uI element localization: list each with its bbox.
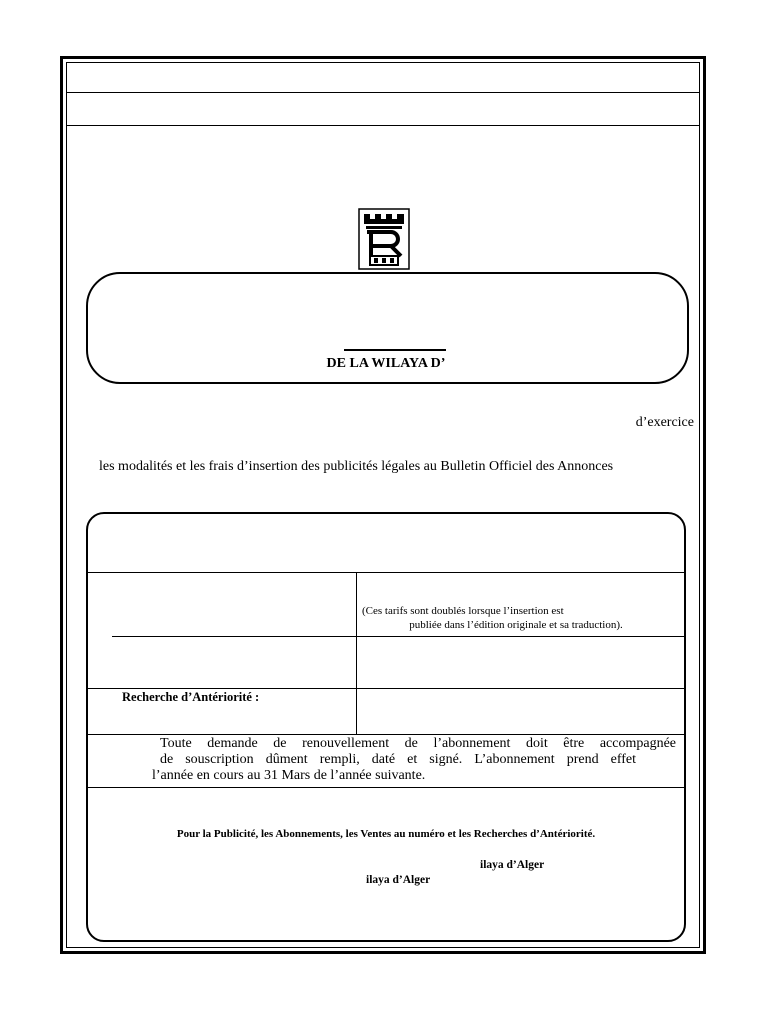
title-underline	[344, 349, 446, 351]
tariff-note-line1: (Ces tarifs sont doublés lorsque l’insertion est	[362, 605, 564, 617]
address-line2: ilaya d’Alger	[366, 874, 431, 886]
renouvellement-line1: Toute demande de renouvellement de l’abonnement doit être accompagnée	[160, 736, 676, 751]
table-divider	[87, 688, 684, 689]
address-line1: ilaya d’Alger	[480, 859, 545, 871]
table-divider	[87, 787, 684, 788]
renouvellement-line3: l’année en cours au 31 Mars de l’année suivante.	[152, 768, 426, 783]
renouvellement-line2: de souscription dûment rempli, daté et signé. L’abonnement prend effet	[160, 752, 636, 767]
modalites-text: les modalités et les frais d’insertion des publicités légales au Bulletin Officiel des Annonces	[99, 459, 614, 474]
header-band	[66, 92, 700, 126]
table-divider	[87, 734, 684, 735]
institution-logo	[358, 208, 410, 270]
table-divider	[112, 636, 684, 637]
table-column-divider	[356, 573, 357, 734]
contact-heading: Pour la Publicité, les Abonnements, les Ventes au numéro et les Recherches d’Antériorité.	[176, 828, 596, 840]
tariff-note-line2: publiée dans l’édition originale et sa traduction).	[409, 619, 623, 631]
exercise-text: d’exercice	[635, 415, 694, 430]
table-divider	[87, 572, 684, 573]
recherche-label: Recherche d’Antériorité :	[122, 690, 260, 704]
wilaya-title: DE LA WILAYA D’	[326, 356, 446, 371]
